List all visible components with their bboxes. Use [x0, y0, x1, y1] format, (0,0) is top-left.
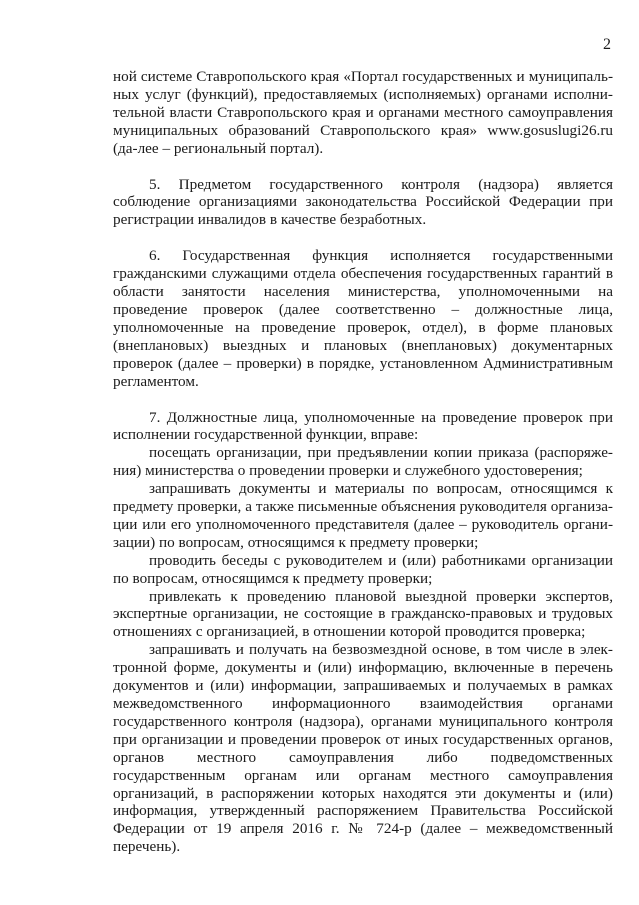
rights-item-visit: посещать организации, при предъявлении копии приказа (распоряже-ния) министерства о проведении проверки и служебного удостоверения; — [113, 444, 613, 480]
page-number: 2 — [603, 36, 611, 53]
rights-item-experts: привлекать к проведению плановой выездной проверки экспертов, экспертные организации, не состоящие в гражданско-правовых и трудовых отношениях с организацией, в отношении которой проводится проверка; — [113, 587, 613, 641]
paragraph-7-rights: 7. Должностные лица, уполномоченные на проведение проверок при исполнении государственной функции, вправе: — [113, 408, 613, 444]
paragraph-portal-continuation: ной системе Ставропольского края «Портал государственных и муниципаль-ных услуг (функций), предоставляемых (исполняемых) органами исполни-тельной власти Ставропольского края и органами местного самоуправления муниципальных образований Ставропольского края» www.gosuslugi26.ru (да-лее – региональный портал). — [113, 68, 613, 157]
rights-item-conversations: проводить беседы с руководителем и (или) работниками организации по вопросам, относящимся к предмету проверки; — [113, 551, 613, 587]
paragraph-5-subject: 5. Предметом государственного контроля (надзора) является соблюдение организациями законодательства Российской Федерации при регистрации инвалидов в качестве безработных. — [113, 175, 613, 229]
document-body — [113, 68, 613, 856]
rights-item-interagency: запрашивать и получать на безвозмездной основе, в том числе в элек-тронной форме, документы и (или) информацию, включенные в перечень документов и (или) информации, запрашиваемых и получаемых в рамках межведомственного информационного взаимодействия органами государственного контроля (надзора), органами муниципального контроля при организации и проведении проверок от иных государственных органов, органов местного самоуправления либо подведомственных государственным органам или органам местного самоуправления организаций, в распоряжении которых находятся эти документы и (или) информация, утвержденный распоряжением Правительства Российской Федерации от 19 апреля 2016 г. № 724-р (далее – межведомственный перечень). — [113, 641, 613, 856]
paragraph-6-executors: 6. Государственная функция исполняется государственными гражданскими служащими отдела обеспечения государственных гарантий в области занятости населения министерства, уполномоченными на проведение проверок (далее соответственно – должностные лица, уполномоченные на проведение проверок, отдел), в форме плановых (внеплановых) выездных и плановых (внеплановых) документарных проверок (далее – проверки) в порядке, установленном Административным регламентом. — [113, 247, 613, 390]
rights-item-request-documents: запрашивать документы и материалы по вопросам, относящимся к предмету проверки, а также письменные объяснения руководителя организа-ции или его уполномоченного представителя (далее – руководитель органи-зации) по вопросам, относящимся к предмету проверки; — [113, 480, 613, 551]
